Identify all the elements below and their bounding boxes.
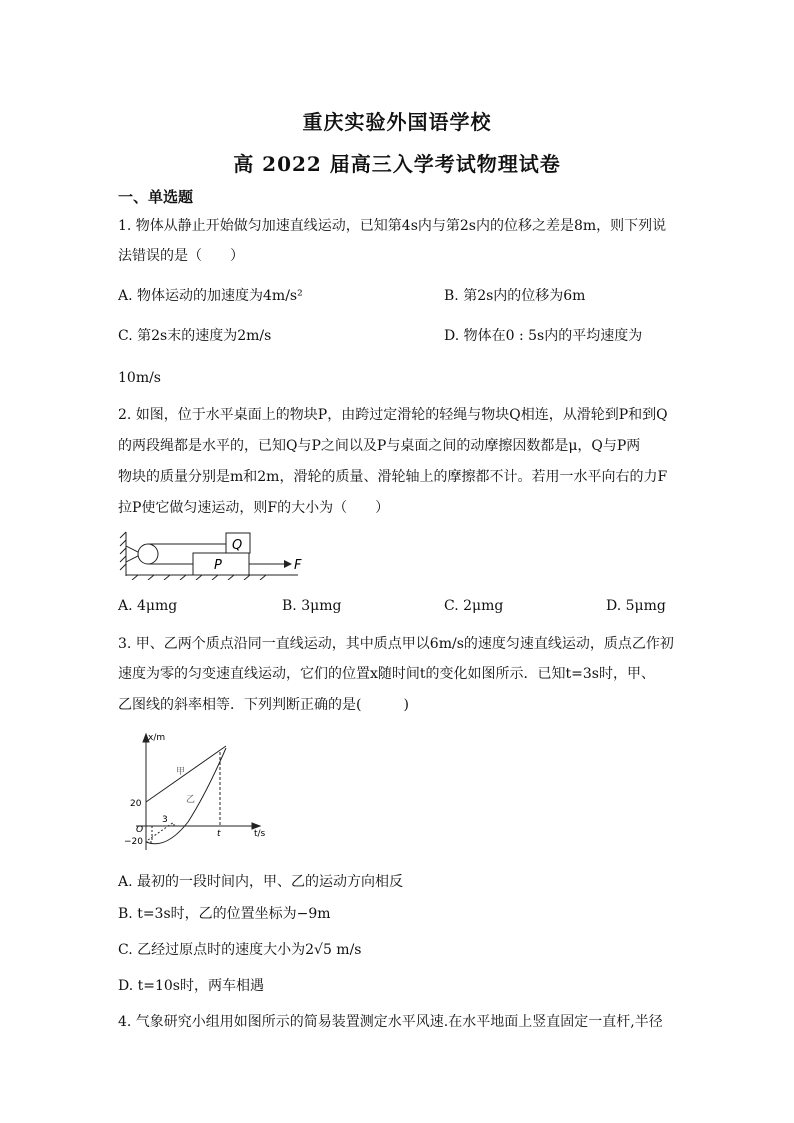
q3-option-c: C. 乙经过原点时的速度大小为2√5 m/s [118,942,362,958]
y-tick-20: 20 [130,799,142,809]
xt-graph [118,730,268,855]
q2-stem-line1: 2. 如图，位于水平桌面上的物块P，由跨过定滑轮的轻绳与物块Q相连，从滑轮到P和到Q [118,407,668,423]
q3-stem-line2: 速度为零的匀变速直线运动，它们的位置x随时间t的变化如图所示．已知t=3s时，甲、 [118,666,655,682]
q2-stem-line2: 的两段绳都是水平的，已知Q与P之间以及P与桌面之间的动摩擦因数都是μ，Q与P两 [118,438,641,454]
y-axis-label: x/m [148,733,166,743]
q1-option-c: C. 第2s末的速度为2m/s [118,328,272,344]
pulley-diagram [118,528,308,580]
q1-stem-line1: 1. 物体从静止开始做匀加速直线运动，已知第4s内与第2s内的位移之差是8m，则下列说 [118,218,667,234]
block-q-label: Q [232,538,243,553]
q2-option-b: B. 3μmg [282,598,342,614]
section-heading: 一、单选题 [118,188,194,206]
q2-option-a: A. 4μmg [118,598,178,614]
q3-option-b: B. t=3s时，乙的位置坐标为−9m [118,906,331,922]
yi-curve-label: 乙 [186,795,196,805]
q2-stem-line4: 拉P使它做匀速运动，则F的大小为（ ） [118,500,390,516]
force-f-label: F [294,558,302,573]
x-tick-t: t [217,829,221,839]
q3-option-a: A. 最初的一段时间内，甲、乙的运动方向相反 [118,874,404,890]
block-p-label: P [214,558,222,573]
y-tick-neg20: −20 [124,837,143,847]
school-title: 重庆实验外国语学校 [302,110,492,134]
q1-option-d-continued: 10m/s [118,370,161,386]
q1-option-b: B. 第2s内的位移为6m [444,288,586,304]
q2-stem-line3: 物块的质量分别是m和2m，滑轮的质量、滑轮轴上的摩擦都不计。若用一水平向右的力F [118,469,668,485]
x-axis-label: t/s [254,829,266,839]
origin-label: O [136,825,144,835]
jia-line-label: 甲 [176,767,186,777]
q4-stem-line1: 4. 气象研究小组用如图所示的简易装置测定水平风速.在水平地面上竖直固定一直杆,半径 [118,1014,663,1030]
q3-stem-line1: 3. 甲、乙两个质点沿同一直线运动，其中质点甲以6m/s的速度匀速直线运动，质点乙作初 [118,636,674,652]
exam-title: 高 2022 届高三入学考试物理试卷 [233,152,561,176]
q3-stem-line3: 乙图线的斜率相等．下列判断正确的是( ) [118,697,409,713]
x-tick-3: 3 [162,815,168,825]
q2-option-d: D. 5μmg [606,598,666,614]
q3-option-d: D. t=10s时，两车相遇 [118,978,264,994]
q1-option-a: A. 物体运动的加速度为4m/s² [118,288,303,304]
q2-option-c: C. 2μmg [444,598,504,614]
q1-option-d: D. 物体在0 : 5s内的平均速度为 [444,328,643,344]
q1-stem-line2: 法错误的是（ ） [118,248,244,264]
